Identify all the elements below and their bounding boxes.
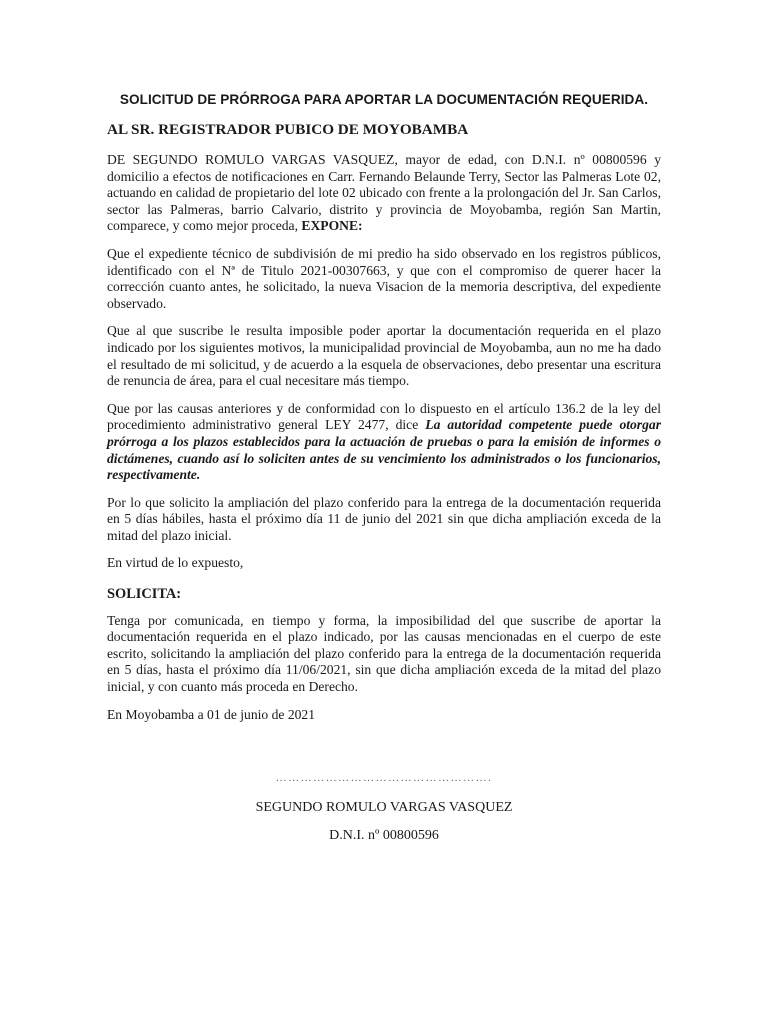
intro-paragraph xyxy=(107,152,661,235)
document-body xyxy=(107,152,661,734)
paragraph-impossibility: Que al que suscribe le resulta imposible poder aportar la documentación requerida en el plazo indicado por los siguientes motivos, la municipalidad provincial de Moyobamba, aun no me ha dado el resultado de mi solicitud, y de acuerdo a la esquela de observaciones, debo presentar una escritura de renuncia de área, para el cual necesitare más tiempo. xyxy=(107,323,661,389)
signer-name: SEGUNDO ROMULO VARGAS VASQUEZ xyxy=(255,800,513,815)
signer-dni: D.N.I. nº 00800596 xyxy=(329,828,439,843)
document-title: SOLICITUD DE PRÓRROGA PARA APORTAR LA DOCUMENTACIÓN REQUERIDA. xyxy=(119,92,649,107)
intro-text: DE SEGUNDO ROMULO VARGAS VASQUEZ, mayor de edad, con D.N.I. nº 00800596 y domicilio a efectos de notificaciones en Carr. Fernando Belaunde Terry, Sector las Palmeras Lote 02, actuando en calidad de propietario del lote 02 ubicado con frente a la prolongación del Jr. San Carlos, sector las Palmeras, barrio Calvario, distrito y provincia de Moyobamba, región San Martin, comparece, y como mejor proceda, xyxy=(107,152,661,234)
paragraph-legal-basis xyxy=(107,401,661,484)
place-date: En Moyobamba a 01 de junio de 2021 xyxy=(107,706,316,722)
closing-phrase: En virtud de lo expuesto, xyxy=(107,555,244,571)
signature-line: ……………………………………………. xyxy=(275,772,493,784)
expone-label: EXPONE: xyxy=(301,218,363,234)
signature-block xyxy=(0,772,768,844)
legal-basis-text: Que por las causas anteriores y de conformidad con lo dispuesto en el artículo 136.2 de la ley del procedimiento administrativo general LEY 2477, dice xyxy=(107,400,661,433)
addressee-heading: AL SR. REGISTRADOR PUBICO DE MOYOBAMBA xyxy=(107,121,469,138)
paragraph-extension-request: Por lo que solicito la ampliación del plazo conferido para la entrega de la documentación requerida en 5 días hábiles, hasta el próximo día 11 de junio del 2021 sin que dicha ampliación exceda de la mitad del plazo inicial. xyxy=(107,494,661,543)
solicita-label: SOLICITA: xyxy=(107,586,182,603)
paragraph-observed-file: Que el expediente técnico de subdivisión de mi predio ha sido observado en los registros públicos, identificado con el Nª de Titulo 2021-00307663, y que con el compromiso de querer hacer la corrección cuanto antes, he solicitado, la nueva Visacion de la memoria descriptiva, del expediente observado. xyxy=(107,245,661,311)
request-paragraph: Tenga por comunicada, en tiempo y forma, la imposibilidad del que suscribe de aportar la documentación requerida en el plazo indicado, por las causas mencionadas en el cuerpo de este escrito, solicitando la ampliación del plazo conferido para la entrega de la documentación requerida en 5 días, hasta el próximo día 11/06/2021, sin que dicha ampliación exceda de la mitad del plazo inicial, y con cuanto más proceda en Derecho. xyxy=(107,612,661,695)
legal-quote: La autoridad competente puede otorgar prórroga a los plazos establecidos para la actuación de pruebas o para la emisión de informes o dictámenes, cuando así lo soliciten antes de su vencimiento los administrados o los funcionarios, respectivamente. xyxy=(107,417,661,483)
